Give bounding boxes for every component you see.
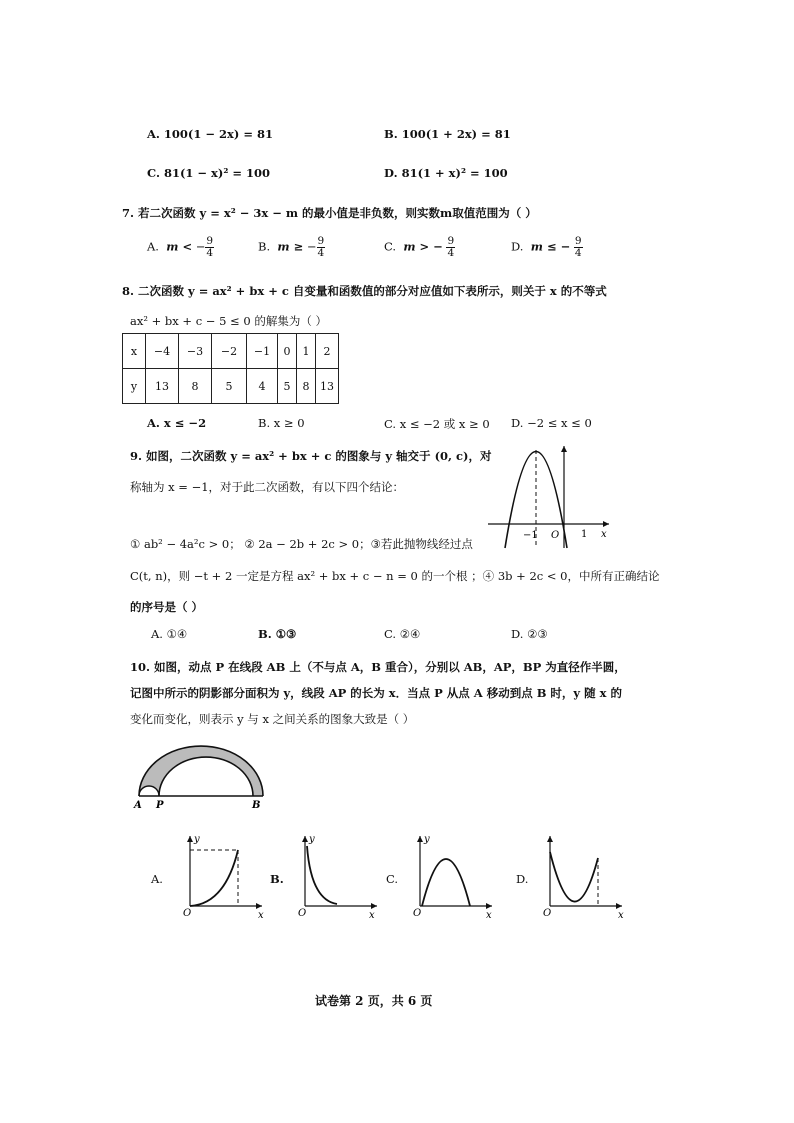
svg-text:O: O bbox=[543, 908, 552, 919]
q6-option-c: C. 81(1 − x)² = 100 bbox=[147, 166, 271, 180]
q8-option-b: B. x ≥ 0 bbox=[258, 416, 305, 430]
table-cell: y bbox=[123, 369, 146, 404]
table-cell: 1 bbox=[297, 334, 316, 369]
svg-text:O: O bbox=[413, 908, 422, 919]
q7-option-a: A. m < − $\frac{9}{4}$ bbox=[147, 235, 214, 260]
table-cell: x bbox=[123, 334, 146, 369]
table-cell: −3 bbox=[179, 334, 212, 369]
q9-parabola-graph bbox=[485, 440, 615, 555]
q6-option-a: A. 100(1 − 2x) = 81 bbox=[147, 127, 273, 141]
q9-option-a: A. ①④ bbox=[151, 627, 188, 641]
q10-graph-a bbox=[180, 830, 268, 920]
q9-line3: ① ab² − 4a²c > 0； ② 2a − 2b + 2c > 0；③若此抛物线经过点 bbox=[130, 537, 473, 551]
label-origin: O bbox=[551, 530, 560, 541]
table-cell: 2 bbox=[316, 334, 339, 369]
q7-option-d: D. m ≤ − $\frac{9}{4}$ bbox=[511, 235, 582, 260]
table-cell: 8 bbox=[297, 369, 316, 404]
q6-option-d: D. 81(1 + x)² = 100 bbox=[384, 166, 508, 180]
q10-option-b-label: B. bbox=[270, 872, 284, 886]
q10-line3: 变化而变化，则表示 y 与 x 之间关系的图象大致是（ ） bbox=[130, 712, 415, 726]
svg-text:x: x bbox=[369, 910, 375, 920]
table-cell: 4 bbox=[247, 369, 278, 404]
svg-text:O: O bbox=[298, 908, 307, 919]
q9-option-b: B. ①③ bbox=[258, 627, 297, 641]
q9-line5: 的序号是（ ） bbox=[130, 600, 204, 614]
q7-stem: 7. 若二次函数 y = x² − 3x − m 的最小值是非负数，则实数m取值范围为（ ） bbox=[122, 206, 537, 220]
q9-option-d: D. ②③ bbox=[511, 627, 548, 641]
table-cell: 8 bbox=[179, 369, 212, 404]
page-footer: 试卷第 2 页，共 6 页 bbox=[315, 994, 433, 1008]
svg-text:O: O bbox=[183, 908, 192, 919]
q10-graph-c bbox=[410, 830, 498, 920]
svg-text:x: x bbox=[486, 910, 492, 920]
table-cell: 5 bbox=[212, 369, 247, 404]
svg-text:y: y bbox=[309, 834, 315, 845]
svg-text:x: x bbox=[258, 910, 264, 920]
label-p: P bbox=[156, 800, 164, 811]
q8-option-c: C. x ≤ −2 或 x ≥ 0 bbox=[384, 417, 490, 431]
table-cell: −4 bbox=[146, 334, 179, 369]
graph-a-curve bbox=[190, 850, 238, 906]
y-axis-arrow bbox=[561, 446, 567, 452]
q10-semicircle-figure bbox=[132, 736, 272, 812]
q7-option-c: C. m > − $\frac{9}{4}$ bbox=[384, 235, 455, 260]
label-b: B bbox=[252, 800, 261, 811]
q9-option-c: C. ②④ bbox=[384, 627, 421, 641]
q9-line4: C(t, n)，则 −t + 2 一定是方程 ax² + bx + c − n = 0 的一个根 ；④ 3b + 2c < 0，中所有正确结论 bbox=[130, 569, 660, 583]
q10-line1: 10. 如图，动点 P 在线段 AB 上（不与点 A，B 重合），分别以 AB，AP，BP 为直径作半圆， bbox=[130, 660, 626, 674]
label-one: 1 bbox=[581, 529, 588, 540]
svg-text:y: y bbox=[424, 834, 430, 845]
svg-text:x: x bbox=[618, 910, 624, 920]
q10-option-c-label: C. bbox=[386, 872, 399, 886]
table-cell: 13 bbox=[146, 369, 179, 404]
table-cell: 13 bbox=[316, 369, 339, 404]
q8-stem-inequality: ax² + bx + c − 5 ≤ 0 的解集为（ ） bbox=[130, 314, 327, 328]
graph-b-curve bbox=[307, 846, 337, 904]
graph-d-curve bbox=[550, 852, 598, 902]
q9-line2: 称轴为 x = −1，对于此二次函数，有以下四个结论： bbox=[130, 480, 405, 494]
table-row-y bbox=[123, 369, 339, 404]
label-a: A bbox=[134, 800, 142, 811]
q9-line1: 9. 如图，二次函数 y = ax² + bx + c 的图象与 y 轴交于 (0, c)，对 bbox=[130, 449, 492, 463]
q8-option-d: D. −2 ≤ x ≤ 0 bbox=[511, 416, 592, 430]
q8-value-table bbox=[122, 333, 339, 404]
table-cell: 0 bbox=[278, 334, 297, 369]
q10-option-a-label: A. bbox=[151, 872, 163, 886]
q6-option-b: B. 100(1 + 2x) = 81 bbox=[384, 127, 511, 141]
label-x: x bbox=[601, 529, 607, 540]
q10-line2: 记图中所示的阴影部分面积为 y，线段 AP 的长为 x．当点 P 从点 A 移动到点 B 时，y 随 x 的 bbox=[130, 686, 622, 700]
label-minus-one: −1 bbox=[523, 530, 538, 541]
q10-option-d-label: D. bbox=[516, 872, 529, 886]
shaded-region bbox=[139, 746, 263, 796]
svg-text:y: y bbox=[194, 834, 200, 845]
table-cell: 5 bbox=[278, 369, 297, 404]
q10-graph-d bbox=[540, 830, 628, 920]
table-row-x bbox=[123, 334, 339, 369]
x-axis-arrow bbox=[603, 521, 609, 527]
q10-graph-b bbox=[295, 830, 383, 920]
table-cell: −2 bbox=[212, 334, 247, 369]
q8-option-a: A. x ≤ −2 bbox=[147, 416, 207, 430]
graph-c-curve bbox=[422, 859, 470, 906]
q7-option-b: B. m ≥ − $\frac{9}{4}$ bbox=[258, 235, 325, 260]
table-cell: −1 bbox=[247, 334, 278, 369]
q8-stem: 8. 二次函数 y = ax² + bx + c 自变量和函数值的部分对应值如下表所示，则关于 x 的不等式 bbox=[122, 284, 607, 298]
